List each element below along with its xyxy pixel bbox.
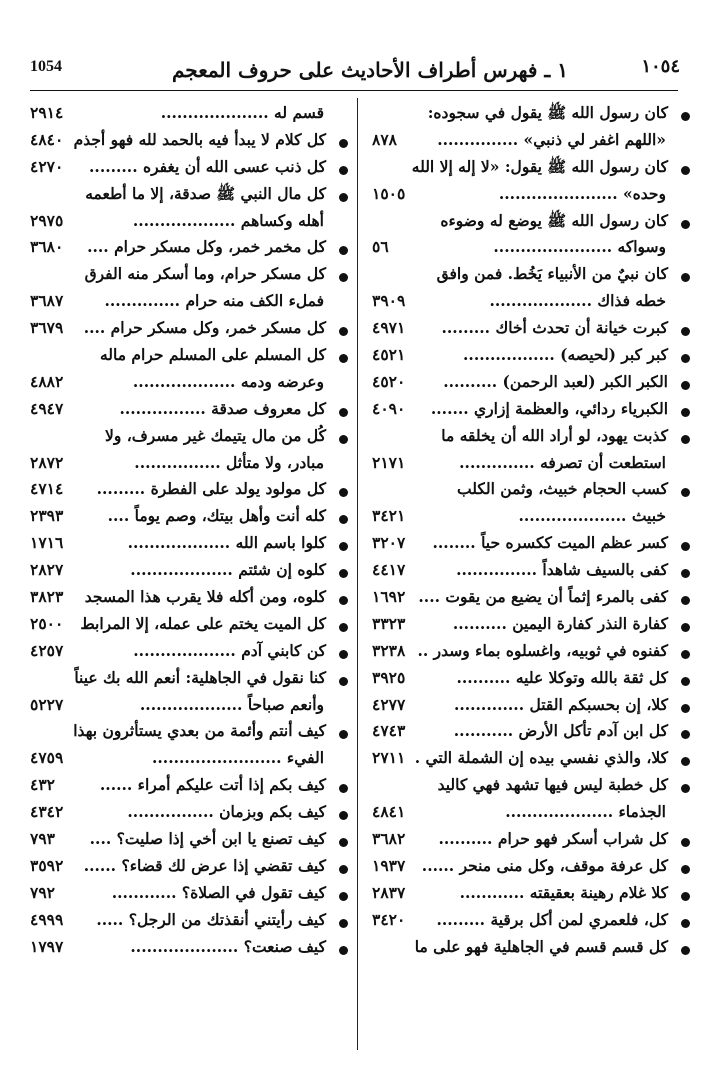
index-entry-line [372, 638, 680, 665]
entry-text: كل المسلم على المسلم حرام ماله [99, 345, 326, 365]
bullet-icon [681, 865, 690, 874]
bullet-icon [339, 865, 348, 874]
entry-text: «اللهم اغفر لي ذنبي» ............... [437, 129, 666, 149]
index-entry-line [372, 154, 680, 181]
entry-text: كفنوه في ثوبيه، واغسلوه بماء وسدر .. [417, 640, 668, 660]
entry-text: كل شراب أسكر فهو حرام .......... [438, 829, 668, 849]
entry-text: كان رسول الله ﷺ يقول: «لا إله إلا الله [411, 156, 668, 176]
entry-number: ١٦٩٢ [372, 587, 406, 607]
entry-number: ٤٣٢ [30, 775, 55, 795]
index-entry-line [372, 396, 680, 423]
bullet-icon [681, 892, 690, 901]
entry-text: كان نبيٌ من الأنبياء يَخُط. فمن وافق [436, 264, 668, 284]
entry-number: ٤٣٤٢ [30, 802, 64, 822]
entry-number: ١٥٠٥ [372, 183, 406, 203]
index-entry-line [372, 369, 680, 396]
index-entry-line [30, 718, 338, 745]
entry-number: ٤٥٢٠ [372, 371, 406, 391]
entry-text: كل ثقة بالله وتوكلا عليه .......... [456, 667, 668, 687]
index-entry-line [372, 127, 680, 154]
entry-number: ٣٣٢٣ [372, 613, 406, 633]
bullet-icon [681, 784, 690, 793]
entry-number: ٣٤٢١ [372, 506, 406, 526]
index-entry-line [372, 261, 680, 288]
entry-number: ٤٢٧٧ [372, 694, 406, 714]
entry-text: كفى بالسيف شاهداً ............... [456, 560, 668, 580]
entry-number: ٨٧٨ [372, 129, 397, 149]
entry-text: كل خطبة ليس فيها تشهد فهي كاليد [437, 775, 668, 795]
index-entry-line [30, 745, 338, 772]
index-entry-line [372, 315, 680, 342]
entry-number: ٤٤١٧ [372, 560, 406, 580]
bullet-icon [681, 327, 690, 336]
entry-text: كل مال النبي ﷺ صدقة، إلا ما أطعمه [85, 183, 326, 203]
index-column-right [372, 100, 680, 961]
index-entry-line [372, 342, 680, 369]
entry-number: ٣٦٧٩ [30, 318, 64, 338]
entry-text: كبر كبر (لحيصه) ................. [463, 345, 668, 365]
bullet-icon [681, 677, 690, 686]
entry-text: فملء الكف منه حرام .............. [104, 291, 324, 311]
index-entry-line [30, 450, 338, 477]
entry-text: كيف بكم وبزمان ................ [127, 802, 326, 822]
bullet-icon [681, 623, 690, 632]
entry-text: وعرضه ودمه ................... [132, 371, 324, 391]
index-entry-line [372, 530, 680, 557]
bullet-icon [681, 381, 690, 390]
index-entry-line [372, 718, 680, 745]
index-entry-line [372, 181, 680, 208]
bullet-icon [339, 623, 348, 632]
index-entry-line [372, 772, 680, 799]
page-title: ١ ـ فهرس أطراف الأحاديث على حروف المعجم [171, 58, 568, 82]
entry-text: كل مخمر خمر، وكل مسكر حرام .... [87, 237, 326, 257]
bullet-icon [339, 650, 348, 659]
bullet-icon [681, 408, 690, 417]
bullet-icon [681, 704, 690, 713]
entry-number: ٣٢٠٧ [372, 533, 406, 553]
entry-number: ٣٦٨٧ [30, 291, 64, 311]
entry-number: ٢١٧١ [372, 452, 406, 472]
entry-text: وحده» ...................... [498, 183, 666, 203]
index-entry-line [30, 100, 338, 127]
bullet-icon [339, 246, 348, 255]
index-entry-line [30, 853, 338, 880]
entry-number: ٣٢٣٨ [372, 640, 406, 660]
entry-text: كل عرفة موقف، وكل منى منحر ...... [421, 855, 668, 875]
index-entry-line [372, 450, 680, 477]
entry-text: كيف أنتم وأئمة من بعدي يستأثرون بهذا [73, 721, 326, 741]
entry-text: كُل من مال يتيمك غير مسرف، ولا [105, 425, 326, 445]
index-entry-line [372, 692, 680, 719]
entry-text: كيف تقول في الصلاة؟ ............ [111, 882, 326, 902]
entry-number: ١٧٩٧ [30, 936, 64, 956]
bullet-icon [339, 730, 348, 739]
entry-text: كل ابن آدم تأكل الأرض ........... [453, 721, 668, 741]
index-entry-line [372, 853, 680, 880]
bullet-icon [681, 112, 690, 121]
entry-text: كل ذنب عسى الله أن يغفره ......... [89, 156, 326, 176]
entry-text: كبرت خيانة أن تحدث أخاك ......... [441, 318, 668, 338]
bullet-icon [339, 784, 348, 793]
bullet-icon [681, 919, 690, 928]
entry-number: ٢٩١٤ [30, 103, 64, 122]
index-entry-line [30, 530, 338, 557]
index-entry-line [372, 880, 680, 907]
entry-number: ٢٥٠٠ [30, 613, 64, 633]
index-entry-line [30, 557, 338, 584]
index-entry-line [30, 423, 338, 450]
entry-text: كن كابني آدم ................... [133, 640, 326, 660]
entry-text: كيف تصنع يا ابن أخي إذا صليت؟ .... [89, 829, 326, 849]
entry-text: كفارة النذر كفارة اليمين .......... [452, 613, 668, 633]
index-entry-line [30, 907, 338, 934]
index-entry-line [30, 934, 338, 961]
entry-text: كفى بالمرء إثماً أن يضيع من يقوت .... [418, 587, 668, 607]
entry-number: ٧٩٣ [30, 829, 55, 849]
bullet-icon [339, 166, 348, 175]
entry-text: كل الميت يختم على عمله، إلا المرابط [80, 613, 326, 633]
entry-number: ٣٩٠٩ [372, 291, 406, 311]
entry-text: كلوا باسم الله ................... [127, 533, 326, 553]
bullet-icon [681, 650, 690, 659]
index-entry-line [372, 934, 680, 961]
entry-text: كسر عظم الميت ككسره حياً ........ [432, 533, 668, 553]
entry-text: كلوه، ومن أكله فلا يقرب هذا المسجد [84, 587, 326, 607]
bullet-icon [339, 838, 348, 847]
column-divider [357, 98, 358, 1050]
index-entry-line [30, 665, 338, 692]
entry-number: ٤٨٨٢ [30, 371, 64, 391]
index-entry-line [372, 208, 680, 235]
index-entry-line [30, 396, 338, 423]
bullet-icon [339, 892, 348, 901]
entry-number: ٤٩٤٧ [30, 398, 64, 418]
entry-number: ٤٩٧١ [372, 318, 406, 338]
entry-number: ٣٦٨٢ [372, 829, 406, 849]
entry-text: كل مسكر حرام، وما أسكر منه الفرق [84, 264, 326, 284]
entry-text: كان رسول الله ﷺ يقول في سجوده: [427, 103, 668, 122]
entry-number: ٢٧١١ [372, 748, 406, 768]
index-entry-line [30, 288, 338, 315]
bullet-icon [681, 946, 690, 955]
index-entry-line [372, 288, 680, 315]
bullet-icon [339, 139, 348, 148]
entry-text: كل قسم قسم في الجاهلية فهو على ما [414, 936, 668, 956]
entry-number: ٤٨٤٠ [30, 129, 64, 149]
entry-text: كل كلام لا يبدأ فيه بالحمد لله فهو أجذم [73, 129, 326, 149]
entry-number: ٧٩٢ [30, 882, 55, 902]
index-entry-line [372, 826, 680, 853]
entry-number: ٢٨٣٧ [372, 882, 406, 902]
entry-text: استطعت أن تصرفه .............. [459, 452, 666, 472]
bullet-icon [339, 273, 348, 282]
index-entry-line [30, 503, 338, 530]
entry-number: ٤٧١٤ [30, 479, 64, 499]
index-entry-line [372, 503, 680, 530]
entry-number: ١٩٣٧ [372, 855, 406, 875]
bullet-icon [339, 542, 348, 551]
entry-text: كذبت يهود، لو أراد الله أن يخلقه ما [441, 425, 668, 445]
entry-number: ٥٢٢٧ [30, 694, 64, 714]
entry-text: كيف رأيتني أنقذتك من الرجل؟ ..... [96, 909, 326, 929]
bullet-icon [339, 919, 348, 928]
entry-number: ٤٠٩٠ [372, 398, 406, 418]
index-entry-line [30, 154, 338, 181]
entry-text: مبادر، ولا متأثل ................ [134, 452, 324, 472]
entry-number: ٤٨٤١ [372, 802, 406, 822]
bullet-icon [681, 757, 690, 766]
index-entry-line [30, 261, 338, 288]
entry-number: ٣٤٢٠ [372, 909, 406, 929]
entry-text: كيف صنعت؟ .................... [130, 936, 326, 956]
bullet-icon [681, 730, 690, 739]
index-entry-line [30, 208, 338, 235]
index-entry-line [30, 476, 338, 503]
entry-text: أهله وكساهم ................... [132, 210, 324, 230]
entry-number: ٤٢٥٧ [30, 640, 64, 660]
index-entry-line [372, 745, 680, 772]
index-entry-line [372, 611, 680, 638]
entry-text: وأنعم صباحاً ................... [139, 694, 324, 714]
index-entry-line [30, 369, 338, 396]
bullet-icon [339, 327, 348, 336]
index-entry-line [372, 423, 680, 450]
bullet-icon [339, 435, 348, 444]
bullet-icon [339, 811, 348, 820]
index-entry-line [30, 584, 338, 611]
index-entry-line [372, 799, 680, 826]
index-entry-line [30, 799, 338, 826]
index-entry-line [372, 907, 680, 934]
entry-text: كان رسول الله ﷺ يوضع له وضوءه [440, 210, 668, 230]
index-entry-line [372, 476, 680, 503]
entry-number: ٣٦٨٠ [30, 237, 64, 257]
index-entry-line [30, 772, 338, 799]
entry-text: كسب الحجام خبيث، وثمن الكلب [456, 479, 668, 499]
bullet-icon [681, 166, 690, 175]
entry-number: ٤٧٤٣ [372, 721, 406, 741]
bullet-icon [681, 542, 690, 551]
index-entry-line [372, 234, 680, 261]
entry-text: الكبر الكبر (لعبد الرحمن) .......... [443, 371, 668, 391]
entry-text: كيف تقضي إذا عرض لك قضاء؟ ...... [83, 855, 326, 875]
entry-text: وسواكه ...................... [493, 237, 666, 257]
bullet-icon [681, 273, 690, 282]
index-entry-line [30, 181, 338, 208]
bullet-icon [339, 193, 348, 202]
bullet-icon [681, 596, 690, 605]
header-rule [30, 90, 678, 91]
bullet-icon [339, 569, 348, 578]
entry-number: ٤٧٥٩ [30, 748, 64, 768]
index-entry-line [30, 315, 338, 342]
bullet-icon [681, 569, 690, 578]
index-entry-line [30, 234, 338, 261]
entry-number: ٤٢٧٠ [30, 156, 64, 176]
entry-number: ٢٨٧٢ [30, 452, 64, 472]
entry-number: ٣٨٢٣ [30, 587, 64, 607]
index-entry-line [30, 692, 338, 719]
entry-text: كل معروف صدقة ................ [119, 398, 326, 418]
index-entry-line [30, 638, 338, 665]
entry-text: خبيث .................... [518, 506, 666, 526]
bullet-icon [339, 596, 348, 605]
bullet-icon [339, 946, 348, 955]
index-entry-line [30, 127, 338, 154]
bullet-icon [681, 354, 690, 363]
entry-text: كل مسكر خمر، وكل مسكر حرام .... [83, 318, 326, 338]
bullet-icon [681, 220, 690, 229]
page-number-latin: 1054 [30, 58, 62, 75]
entry-text: كل، فلعمري لمن أكل برقية ......... [436, 909, 668, 929]
entry-text: قسم له .................... [160, 103, 324, 122]
entry-text: كلا، إن بحسبكم القتل ............. [453, 694, 668, 714]
index-entry-line [372, 584, 680, 611]
entry-number: ٥٦ [372, 237, 389, 257]
entry-number: ١٧١٦ [30, 533, 64, 553]
bullet-icon [681, 435, 690, 444]
bullet-icon [339, 488, 348, 497]
entry-number: ٢٨٢٧ [30, 560, 64, 580]
bullet-icon [681, 488, 690, 497]
entry-text: كنا نقول في الجاهلية: أنعم الله بك عيناً [74, 667, 326, 687]
entry-number: ٢٣٩٣ [30, 506, 64, 526]
index-entry-line [372, 557, 680, 584]
entry-text: كلوه إن شئتم ................... [130, 560, 326, 580]
entry-text: الفيء ........................ [152, 748, 324, 768]
entry-number: ٤٩٩٩ [30, 909, 64, 929]
entry-text: كلا، والذي نفسي بيده إن الشملة التي . [414, 748, 668, 768]
entry-text: كلا غلام رهينة بعقيقته ............ [459, 882, 668, 902]
bullet-icon [681, 838, 690, 847]
index-entry-line [372, 100, 680, 127]
bullet-icon [339, 515, 348, 524]
entry-number: ٤٥٢١ [372, 345, 406, 365]
entry-number: ٣٥٩٢ [30, 855, 64, 875]
bullet-icon [339, 677, 348, 686]
index-entry-line [30, 826, 338, 853]
entry-text: خطه فذاك ................... [489, 291, 666, 311]
index-entry-line [372, 665, 680, 692]
index-entry-line [30, 611, 338, 638]
entry-text: كل مولود يولد على الفطرة ......... [96, 479, 326, 499]
entry-number: ٢٩٧٥ [30, 210, 64, 230]
page-number-arabic: ١٠٥٤ [641, 56, 680, 77]
bullet-icon [339, 354, 348, 363]
entry-text: الجذماء .................... [505, 802, 666, 822]
entry-text: كيف بكم إذا أتت عليكم أمراء ...... [99, 775, 326, 795]
entry-text: كله أنت وأهل بيتك، وصم يوماً .... [107, 506, 326, 526]
index-entry-line [30, 342, 338, 369]
entry-number: ٣٩٢٥ [372, 667, 406, 687]
index-column-left [30, 100, 338, 961]
entry-text: الكبرياء ردائي، والعظمة إزاري ....... [430, 398, 668, 418]
bullet-icon [339, 408, 348, 417]
index-entry-line [30, 880, 338, 907]
